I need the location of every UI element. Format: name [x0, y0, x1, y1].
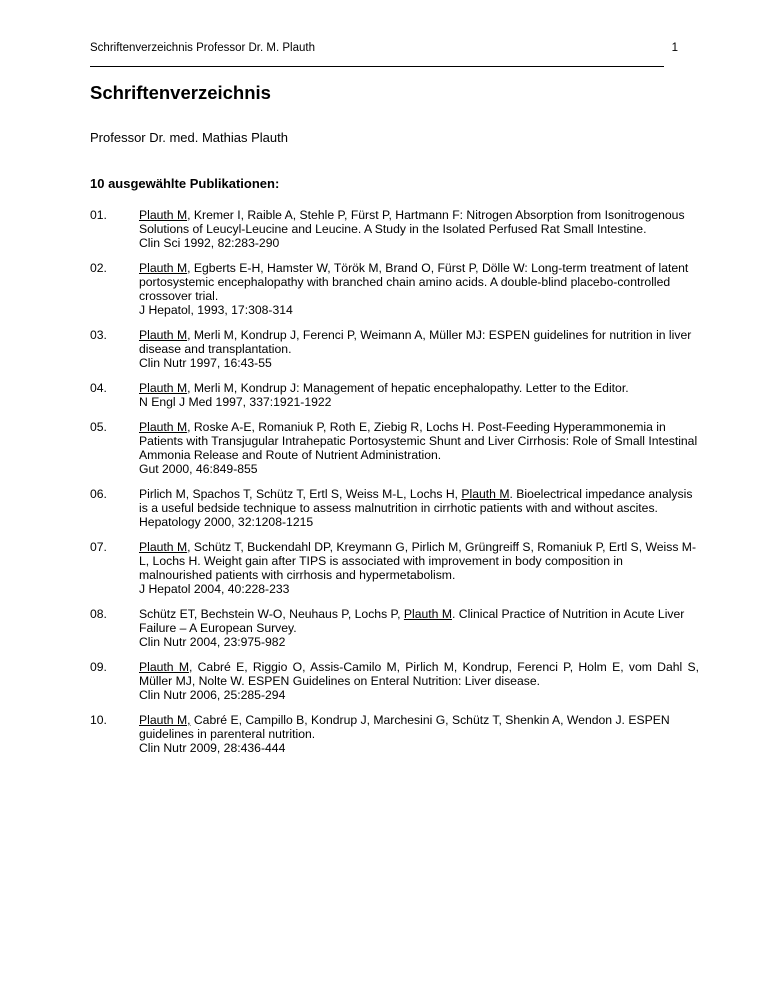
publication-author-underlined: Plauth M	[139, 208, 188, 222]
publication-number: 05.	[90, 420, 107, 434]
publication-text	[139, 208, 699, 250]
publication-text	[139, 381, 699, 409]
publication-pre: Schütz ET, Bechstein W-O, Neuhaus P, Lochs P,	[139, 607, 404, 621]
publication-author-underlined: Plauth M	[139, 420, 188, 434]
publication-number: 01.	[90, 208, 107, 222]
publication-text	[139, 261, 699, 317]
publication-post: , Cabré E, Riggio O, Assis-Camilo M, Pirlich M, Kondrup, Ferenci P, Holm E, vom Dahl S, Müller MJ, Nolte W. ESPEN Guidelines on Enteral Nutrition: Liver disease.	[139, 660, 699, 688]
publication-post: Cabré E, Campillo B, Kondrup J, Marchesini G, Schütz T, Shenkin A, Wendon J. ESPEN guidelines in parenteral nutrition.	[139, 713, 670, 741]
publication-text	[139, 420, 699, 476]
publication-post: , Egberts E-H, Hamster W, Török M, Brand O, Fürst P, Dölle W: Long-term treatment of latent portosystemic encephalopathy with branched chain amino acids. A double-blind placebo-controlled crossover trial.	[139, 261, 689, 303]
publication-number: 10.	[90, 713, 107, 727]
publication-author-underlined: Plauth M	[139, 540, 188, 554]
publication-citation: Clin Nutr 1997, 16:43-55	[139, 356, 272, 370]
publication-post: , Schütz T, Buckendahl DP, Kreymann G, Pirlich M, Grüngreiff S, Romaniuk P, Ertl S, Weiss M-L, Lochs H. Weight gain after TIPS is associated with improvement in body composition in malnourished patients with cirrhosis and hypermetabolism.	[139, 540, 697, 582]
publication-post: , Kremer I, Raible A, Stehle P, Fürst P, Hartmann F: Nitrogen Absorption from Isonitrogenous Solutions of Leucyl-Leucine and Leucine. A Study in the Isolated Perfused Rat Small Intestine.	[139, 208, 685, 236]
publication-post: . Bioelectrical impedance analysis is a useful bedside technique to assess malnutrition in cirrhotic patients with and without ascites.	[139, 487, 693, 515]
publication-post: , Merli M, Kondrup J, Ferenci P, Weimann A, Müller MJ: ESPEN guidelines for nutrition in liver disease and transplantation.	[139, 328, 692, 356]
publication-post: , Merli M, Kondrup J: Management of hepatic encephalopathy. Letter to the Editor.	[187, 381, 629, 395]
publication-number: 08.	[90, 607, 107, 621]
publication-citation: Clin Nutr 2006, 25:285-294	[139, 688, 286, 702]
publication-post: , Roske A-E, Romaniuk P, Roth E, Ziebig R, Lochs H. Post-Feeding Hyperammonemia in Patients with Transjugular Intrahepatic Portosystemic Shunt and Liver Cirrhosis: Role of Small Intestinal Ammonia Release and Route of Nutrient Administration.	[139, 420, 698, 462]
header-rule	[90, 66, 664, 67]
publication-post: . Clinical Practice of Nutrition in Acute Liver Failure – A European Survey.	[139, 607, 685, 635]
section-heading: 10 ausgewählte Publikationen:	[90, 176, 280, 191]
publication-author-underlined: Plauth M	[403, 607, 452, 621]
publication-citation: J Hepatol, 1993, 17:308-314	[139, 303, 293, 317]
publication-text	[139, 713, 699, 755]
publication-citation: Gut 2000, 46:849-855	[139, 462, 258, 476]
publication-citation: Clin Nutr 2009, 28:436-444	[139, 741, 286, 755]
publication-citation: Clin Sci 1992, 82:283-290	[139, 236, 280, 250]
publication-author-underlined: Plauth M	[461, 487, 510, 501]
publication-number: 02.	[90, 261, 107, 275]
publication-text	[139, 328, 699, 370]
publication-number: 04.	[90, 381, 107, 395]
publication-citation: Hepatology 2000, 32:1208-1215	[139, 515, 314, 529]
publication-citation: N Engl J Med 1997, 337:1921-1922	[139, 395, 332, 409]
page-number: 1	[671, 42, 678, 54]
publication-author-underlined: Plauth M	[139, 328, 188, 342]
publication-author-underlined: Plauth M	[139, 381, 188, 395]
publication-citation: J Hepatol 2004, 40:228-233	[139, 582, 290, 596]
publication-author-underlined: Plauth M,	[139, 713, 191, 727]
publication-number: 07.	[90, 540, 107, 554]
author-line: Professor Dr. med. Mathias Plauth	[90, 130, 288, 145]
page-title: Schriftenverzeichnis	[90, 82, 271, 103]
header-text: Schriftenverzeichnis Professor Dr. M. Plauth	[90, 42, 315, 54]
publication-citation: Clin Nutr 2004, 23:975-982	[139, 635, 286, 649]
publication-number: 06.	[90, 487, 107, 501]
publication-pre: Pirlich M, Spachos T, Schütz T, Ertl S, Weiss M-L, Lochs H,	[139, 487, 462, 501]
page-header	[90, 41, 678, 55]
publication-text	[139, 540, 699, 596]
publication-text	[139, 487, 699, 529]
publication-text	[139, 660, 699, 702]
publication-number: 03.	[90, 328, 107, 342]
publication-text	[139, 607, 699, 649]
publication-number: 09.	[90, 660, 107, 674]
publication-author-underlined: Plauth M	[139, 660, 189, 674]
publication-author-underlined: Plauth M	[139, 261, 188, 275]
